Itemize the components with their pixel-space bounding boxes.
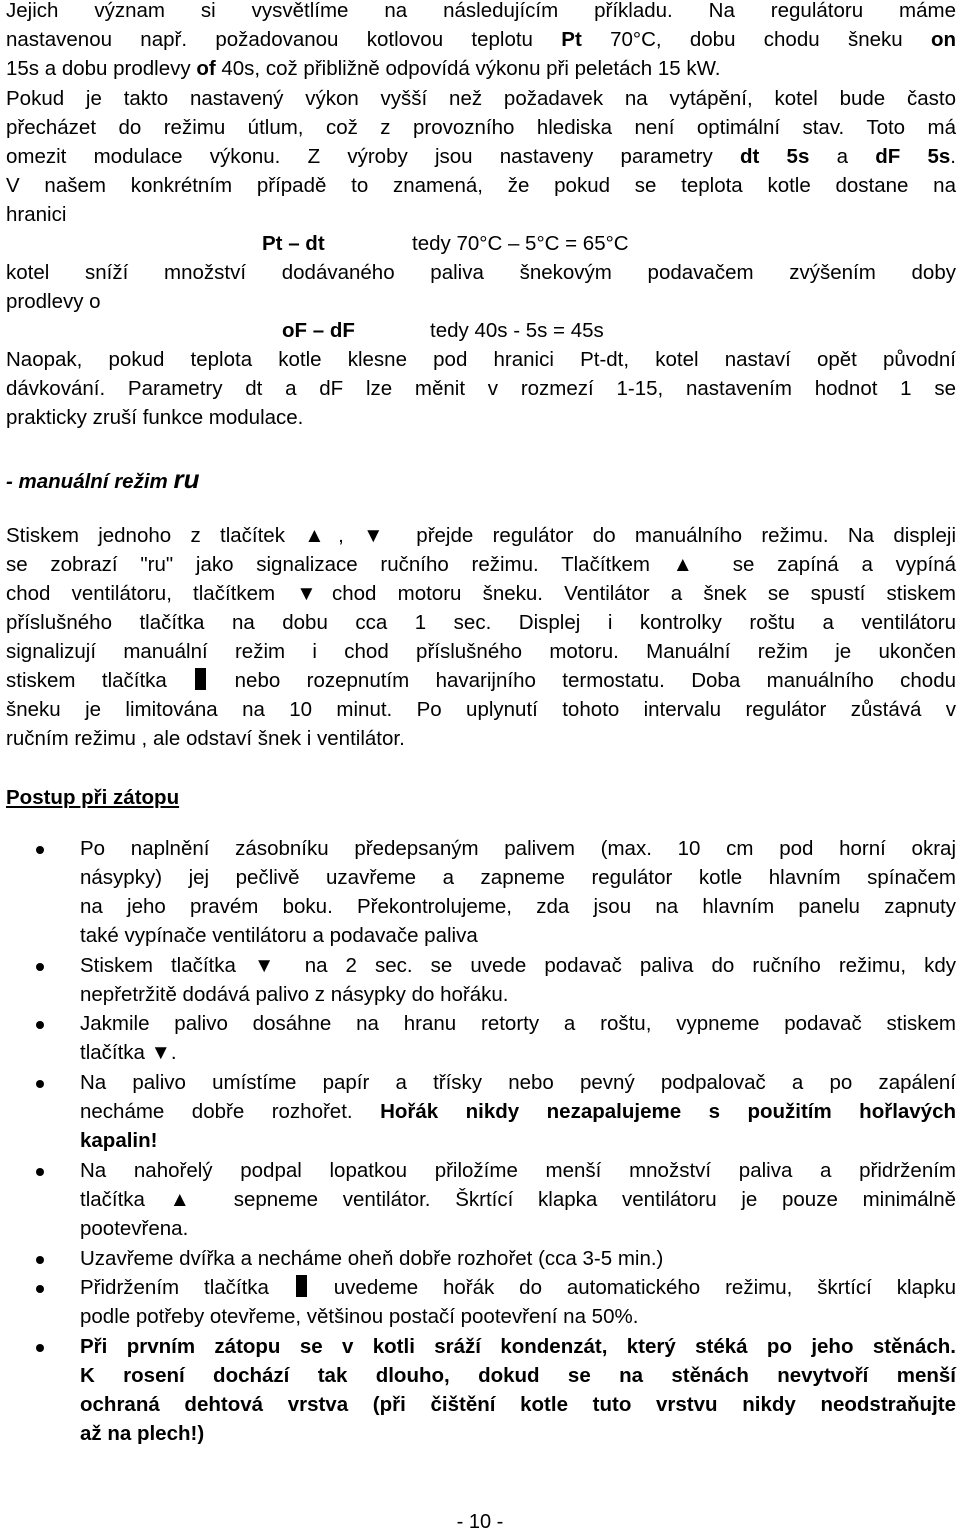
bullet-icon: [36, 1021, 44, 1029]
bullet-icon: [36, 1344, 44, 1352]
bullet-text: nepřetržitě dodává palivo z násypky do hořáku.: [80, 983, 509, 1006]
bullet-text: Při prvním zátopu se v kotli sráží kondenzát, který stéká po jeho stěnách.: [80, 1335, 956, 1358]
page-number: - 10 -: [456, 1511, 504, 1533]
bullet-text: Uzavřeme dvířka a necháme oheň dobře rozhořet (cca 3-5 min.): [80, 1247, 664, 1270]
bullet-text: Po naplnění zásobníku předepsaným palivem (max. 10 cm pod horní okraj: [80, 837, 956, 860]
bullet-text: K rosení dochází tak dlouho, dokud se na stěnách nevytvoří menší: [80, 1364, 956, 1387]
text-line: se zobrazí "ru" jako signalizace ručního režimu. Tlačítkem ▲ se zapíná a vypíná: [6, 553, 956, 576]
bullet-text: tlačítka ▲ sepneme ventilátor. Škrtící klapka ventilátoru je pouze minimálně: [80, 1188, 956, 1211]
text-line: signalizují manuální režim i chod příslušného motoru. Manuální režim je ukončen: [6, 640, 956, 663]
text-line: hranici: [6, 203, 67, 226]
text-line: šneku je limitována na 10 minut. Po uplynutí tohoto intervalu regulátor zůstává v: [6, 698, 956, 721]
bullet-text: pootevřena.: [80, 1217, 189, 1240]
bullet-text: podle potřeby otevřeme, většinou postačí pootevření na 50%.: [80, 1305, 639, 1328]
bullet-text: necháme dobře rozhořet. Hořák nikdy nezapalujeme s použitím hořlavých: [80, 1100, 957, 1123]
text-line: Jejich význam si vysvětlíme na následujícím příkladu. Na regulátoru máme: [6, 0, 956, 22]
bullet-text: tlačítka ▼.: [80, 1041, 177, 1064]
bullet-text: až na plech!): [80, 1422, 205, 1445]
bullet-icon: [36, 1168, 44, 1176]
bullet-text: také vypínače ventilátoru a podavače paliva: [80, 924, 478, 947]
text-line: V našem konkrétním případě to znamená, že pokud se teplota kotle dostane na: [6, 174, 956, 197]
equation-value: tedy 70°C – 5°C = 65°C: [412, 232, 629, 255]
bullet-text: ochraná dehtová vrstva (při čištění kotle tuto vrstvu nikdy neodstraňujte: [80, 1393, 956, 1416]
equation-label: oF – dF: [282, 319, 355, 342]
equation-label: Pt – dt: [262, 232, 325, 255]
text-line: kotel sníží množství dodávaného paliva šnekovým podavačem zvýšením doby: [6, 261, 956, 284]
text-line: Naopak, pokud teplota kotle klesne pod hranici Pt-dt, kotel nastaví opět původní: [6, 348, 956, 371]
bullet-text: Přidržením tlačítka uvedeme hořák do automatického režimu, škrtící klapku: [80, 1276, 957, 1299]
bullet-text: Na nahořelý podpal lopatkou přiložíme menší množství paliva a přidržením: [80, 1159, 956, 1182]
bullet-icon: [36, 846, 44, 854]
text-line: prodlevy o: [6, 290, 101, 313]
bullet-icon: [36, 963, 44, 971]
text-line: omezit modulace výkonu. Z výroby jsou nastaveny parametry dt 5s a dF 5s.: [6, 145, 956, 168]
bullet-text: Stiskem tlačítka ▼ na 2 sec. se uvede podavač paliva do ručního režimu, kdy: [80, 954, 956, 977]
text-line: chod ventilátoru, tlačítkem ▼chod motoru šneku. Ventilátor a šnek se spustí stiskem: [6, 582, 956, 605]
bullet-text: kapalin!: [80, 1129, 158, 1152]
section-heading: - manuální režim ru: [6, 464, 200, 494]
bullet-icon: [36, 1285, 44, 1293]
text-line: dávkování. Parametry dt a dF lze měnit v rozmezí 1-15, nastavením hodnot 1 se: [6, 377, 956, 400]
bullet-text: Na palivo umístíme papír a třísky nebo pevný podpalovač a po zapálení: [80, 1071, 956, 1094]
text-line: přecházet do režimu útlum, což z provozního hlediska není optimální stav. Toto má: [6, 116, 956, 139]
text-line: nastavenou např. požadovanou kotlovou teplotu Pt 70°C, dobu chodu šneku on: [6, 28, 956, 51]
text-line: prakticky zruší funkce modulace.: [6, 406, 304, 429]
text-line: Pokud je takto nastavený výkon vyšší než požadavek na vytápění, kotel bude často: [6, 87, 956, 110]
text-line: Stiskem jednoho z tlačítek ▲, ▼ přejde regulátor do manuálního režimu. Na displeji: [6, 524, 956, 547]
text-line: příslušného tlačítka na dobu cca 1 sec. Displej i kontrolky roštu a ventilátoru: [6, 611, 956, 634]
block-button-icon: [296, 1275, 307, 1297]
bullet-text: na jeho pravém boku. Překontrolujeme, zda jsou na hlavním panelu zapnuty: [80, 895, 956, 918]
block-button-icon: [195, 668, 206, 690]
bullet-text: násypky) jej pečlivě uzavřeme a zapneme regulátor kotle hlavním spínačem: [80, 866, 956, 889]
section-heading: Postup při zátopu: [6, 786, 180, 809]
text-line: 15s a dobu prodlevy of 40s, což přibližně odpovídá výkonu při peletách 15 kW.: [6, 57, 721, 80]
bullet-icon: [36, 1256, 44, 1264]
bullet-icon: [36, 1080, 44, 1088]
bullet-text: Jakmile palivo dosáhne na hranu retorty a roštu, vypneme podavač stiskem: [80, 1012, 956, 1035]
text-line: stiskem tlačítka nebo rozepnutím havarijního termostatu. Doba manuálního chodu: [6, 669, 957, 692]
equation-value: tedy 40s - 5s = 45s: [430, 319, 604, 342]
text-line: ručním režimu , ale odstaví šnek i ventilátor.: [6, 727, 405, 750]
